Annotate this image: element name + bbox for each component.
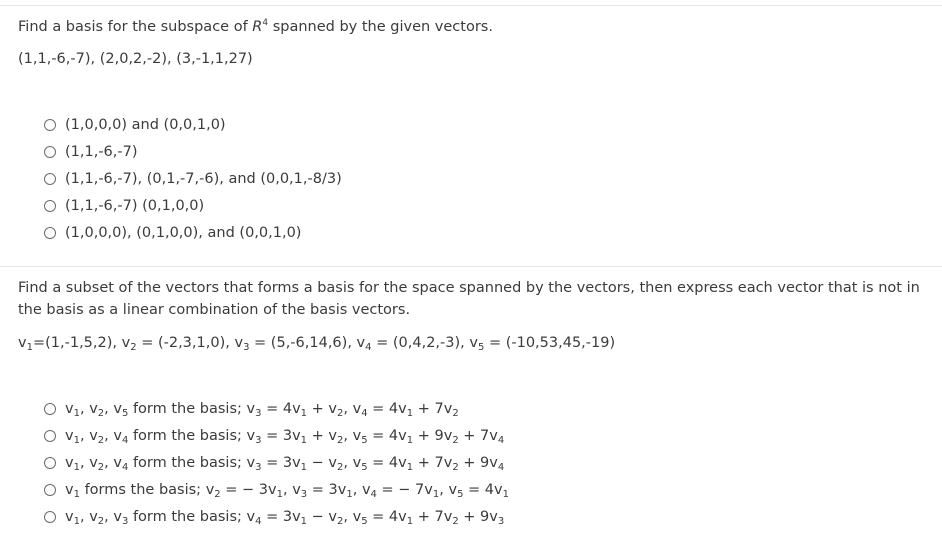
answer-option[interactable] — [44, 503, 509, 530]
question-2-vectors: $v_1=(1,-1,5,2)$, $v_2 = (-2,3,1,0)$, $v_3 = (5,-6,14,6)$, $v_4 = (0,4,2,-3)$, $v_5 = (-10,53,45,-19)$ — [18, 335, 616, 353]
option-label: $v_1$, $v_2$, $v_4$ form the basis; $v_3 = 3v_1 - v_2$, $v_5 = 4v_1 + 7v_2 + 9v_4$ — [65, 454, 505, 473]
space-symbol: R — [252, 19, 263, 35]
radio-button[interactable] — [44, 484, 56, 496]
radio-button[interactable] — [44, 403, 56, 415]
answer-option[interactable] — [44, 111, 342, 138]
option-label: $v_1$, $v_2$, $v_4$ form the basis; $v_3 = 3v_1 + v_2$, $v_5 = 4v_1 + 9v_2 + 7v_4$ — [65, 427, 505, 446]
answer-option[interactable] — [44, 422, 509, 449]
option-label: $v_1$ forms the basis; $v_2$ = − $3v_1$, $v_3 = 3v_1$, $v_4$ = − $7v_1$, $v_5 = 4v_1$ — [65, 481, 509, 500]
option-label: (1,1,-6,-7), (0,1,-7,-6), and (0,0,1,-8/3) — [65, 170, 342, 187]
radio-button[interactable] — [44, 173, 56, 185]
option-label: (1,1,-6,-7) (0,1,0,0) — [65, 197, 205, 214]
question-2-options — [44, 395, 509, 530]
option-label: (1,0,0,0) and (0,0,1,0) — [65, 116, 226, 133]
answer-option[interactable] — [44, 192, 342, 219]
question-1-vectors: (1,1,-6,-7), (2,0,2,-2), (3,-1,1,27) — [18, 51, 253, 67]
answer-option[interactable] — [44, 165, 342, 192]
radio-button[interactable] — [44, 511, 56, 523]
answer-option[interactable] — [44, 476, 509, 503]
answer-option[interactable] — [44, 395, 509, 422]
question-2 — [0, 266, 942, 538]
radio-button[interactable] — [44, 200, 56, 212]
question-1-prompt: Find a basis for the subspace of $R^4$ spanned by the given vectors. — [18, 18, 493, 35]
answer-option[interactable] — [44, 138, 342, 165]
radio-button[interactable] — [44, 227, 56, 239]
vector-definition: $v_1=(1,-1,5,2)$ — [18, 335, 113, 353]
vector-definition: $v_3 = (5,-6,14,6)$ — [234, 335, 348, 353]
question-1-options — [44, 111, 342, 246]
option-label: (1,1,-6,-7) — [65, 143, 138, 160]
answer-option[interactable] — [44, 219, 342, 246]
radio-button[interactable] — [44, 119, 56, 131]
option-label: $v_1$, $v_2$, $v_5$ form the basis; $v_3 = 4v_1 + v_2$, $v_4 = 4v_1 + 7v_2$ — [65, 400, 459, 419]
radio-button[interactable] — [44, 146, 56, 158]
radio-button[interactable] — [44, 430, 56, 442]
radio-button[interactable] — [44, 457, 56, 469]
answer-option[interactable] — [44, 449, 509, 476]
vector-definition: $v_2 = (-2,3,1,0)$ — [121, 335, 226, 353]
question-1 — [0, 0, 942, 266]
option-label: (1,0,0,0), (0,1,0,0), and (0,0,1,0) — [65, 224, 302, 241]
vector-definition: $v_5 = (-10,53,45,-19)$ — [469, 335, 616, 353]
vector-definition: $v_4 = (0,4,2,-3)$ — [356, 335, 461, 353]
question-2-prompt: Find a subset of the vectors that forms a basis for the space spanned by the vectors, then express each vector that is not in the basis as a linear combination of the basis vectors. — [18, 280, 920, 318]
option-label: $v_1$, $v_2$, $v_3$ form the basis; $v_4 = 3v_1 - v_2$, $v_5 = 4v_1 + 7v_2 + 9v_3$ — [65, 508, 505, 527]
